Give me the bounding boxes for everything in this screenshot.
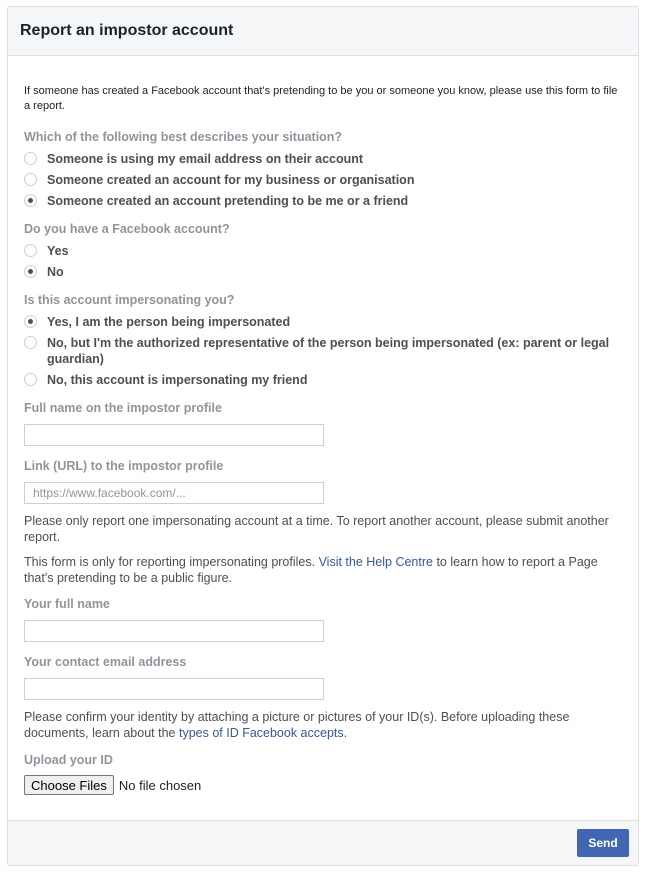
- impostor-url-input[interactable]: [24, 482, 324, 504]
- card-header: [8, 7, 638, 56]
- intro-text: If someone has created a Facebook account that's pretending to be you or someone you know, please use this form to file a report.: [24, 85, 618, 112]
- impostor-name-label: Full name on the impostor profile: [24, 401, 222, 415]
- radio-label: No, but I'm the authorized representative of the person being impersonated (ex: parent or legal guardian): [47, 336, 610, 366]
- has-account-option-no[interactable]: [24, 264, 622, 280]
- card-footer: [8, 820, 638, 865]
- report-impostor-card: [7, 6, 639, 866]
- contact-email-input[interactable]: [24, 678, 324, 700]
- impostor-url-label: Link (URL) to the impostor profile: [24, 459, 224, 473]
- radio-label: Someone created an account for my business or organisation: [47, 173, 415, 187]
- radio-button[interactable]: [24, 173, 37, 186]
- radio-button[interactable]: [24, 244, 37, 257]
- situation-option-email[interactable]: [24, 151, 622, 167]
- radio-button[interactable]: [24, 336, 37, 349]
- contact-email-label: Your contact email address: [24, 655, 187, 669]
- your-name-label: Your full name: [24, 597, 110, 611]
- one-account-note: Please only report one impersonating account at a time. To report another account, please submit another report.: [24, 514, 609, 544]
- has-account-question: Do you have a Facebook account?: [24, 222, 230, 236]
- help-centre-link[interactable]: Visit the Help Centre: [318, 555, 433, 569]
- profiles-note-before: This form is only for reporting impersonating profiles.: [24, 555, 319, 569]
- impersonating-option-me[interactable]: [24, 314, 622, 330]
- send-button[interactable]: Send: [577, 829, 629, 857]
- file-status: No file chosen: [118, 777, 202, 793]
- file-upload: [24, 775, 622, 795]
- impostor-name-input[interactable]: [24, 424, 324, 446]
- radio-button-selected[interactable]: [24, 194, 37, 207]
- confirm-note-before: Please confirm your identity by attaching a picture or pictures of your ID(s). Before uploading these documents, learn about the: [24, 710, 570, 740]
- confirm-note-after: .: [343, 726, 348, 740]
- has-account-group: [24, 221, 622, 280]
- confirm-identity-note: [24, 709, 622, 741]
- radio-label: No: [47, 265, 64, 279]
- radio-button-selected[interactable]: [24, 315, 37, 328]
- impersonating-option-friend[interactable]: [24, 372, 622, 388]
- id-types-link[interactable]: types of ID Facebook accepts: [178, 726, 344, 740]
- profiles-only-note: [24, 554, 622, 586]
- page-title: Report an impostor account: [20, 22, 234, 39]
- radio-button[interactable]: [24, 373, 37, 386]
- your-name-input[interactable]: [24, 620, 324, 642]
- radio-label: Yes, I am the person being impersonated: [47, 315, 291, 329]
- radio-label: Yes: [47, 244, 69, 258]
- radio-label: No, this account is impersonating my friend: [47, 373, 308, 387]
- has-account-option-yes[interactable]: [24, 243, 622, 259]
- form-body: [8, 56, 638, 795]
- situation-option-business[interactable]: [24, 172, 622, 188]
- radio-label: Someone created an account pretending to be me or a friend: [47, 194, 409, 208]
- impersonating-question: Is this account impersonating you?: [24, 293, 235, 307]
- impersonating-option-representative[interactable]: [24, 335, 622, 367]
- situation-group: [24, 129, 622, 209]
- profiles-note-after: to learn how to report a Page that's pretending to be a public figure.: [24, 555, 598, 585]
- situation-question: Which of the following best describes your situation?: [24, 130, 343, 144]
- radio-label: Someone is using my email address on their account: [47, 152, 364, 166]
- radio-button[interactable]: [24, 152, 37, 165]
- impersonating-group: [24, 292, 622, 388]
- situation-option-pretending[interactable]: [24, 193, 622, 209]
- radio-button-selected[interactable]: [24, 265, 37, 278]
- choose-files-button[interactable]: Choose Files: [24, 775, 114, 795]
- upload-id-label: Upload your ID: [24, 753, 113, 767]
